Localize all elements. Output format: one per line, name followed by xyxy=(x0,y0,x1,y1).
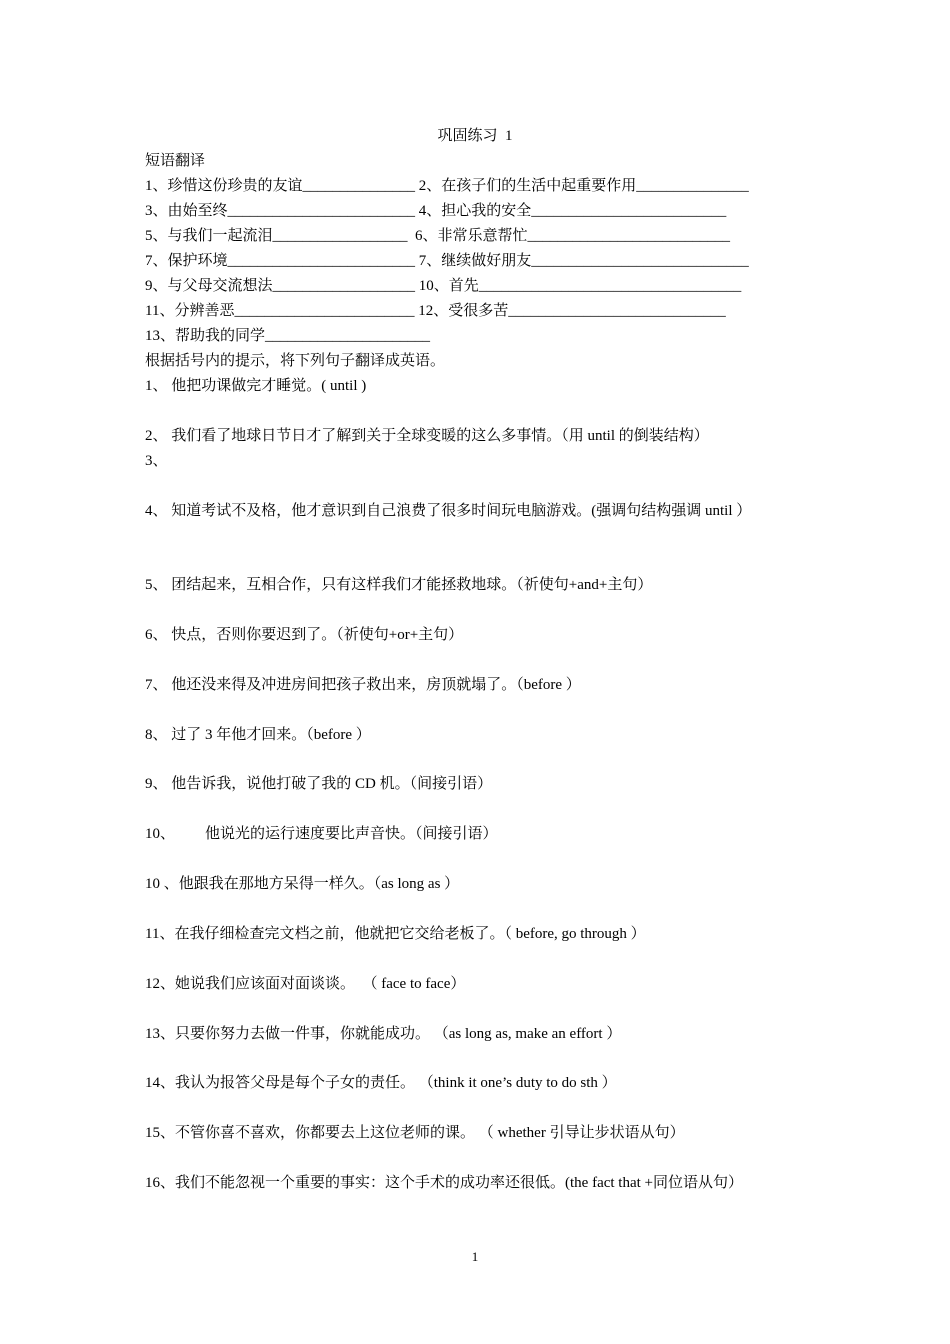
phrase-line: 13、帮助我的同学______________________ xyxy=(145,328,431,344)
sentence-item: 13、只要你努力去做一件事，你就能成功。 （as long as, make an effort ） xyxy=(145,1026,622,1042)
sentence-item: 7、 他还没来得及冲进房间把孩子救出来，房顶就塌了。（before ） xyxy=(145,677,581,693)
sentence-item: 10 、他跟我在那地方呆得一样久。（as long as ） xyxy=(145,876,460,892)
sentence-item: 9、 他告诉我，说他打破了我的 CD 机。（间接引语） xyxy=(145,776,493,792)
sentence-item: 16、我们不能忽视一个重要的事实：这个手术的成功率还很低。(the fact that +同位语从句） xyxy=(145,1175,744,1191)
page-number: 1 xyxy=(471,1249,479,1264)
page-title: 巩固练习 1 xyxy=(437,128,513,144)
sentence-item: 2、 我们看了地球日节日才了解到关于全球变暖的这么多事情。（用 until 的倒装结构） xyxy=(145,428,709,444)
sentence-item: 11、在我仔细检查完文档之前，他就把它交给老板了。（ before, go through ） xyxy=(145,926,646,942)
section-heading-sentences: 根据括号内的提示，将下列句子翻译成英语。 xyxy=(145,353,446,369)
sentence-item: 4、 知道考试不及格，他才意识到自己浪费了很多时间玩电脑游戏。(强调句结构强调 until ） xyxy=(145,503,752,519)
phrase-line: 7、保护环境_________________________ 7、继续做好朋友_____________________________ xyxy=(145,253,749,269)
sentence-item: 15、不管你喜不喜欢，你都要去上这位老师的课。 （ whether 引导让步状语从句） xyxy=(145,1125,685,1141)
sentence-item: 8、 过了 3 年他才回来。（before ） xyxy=(145,727,371,743)
phrase-line: 11、分辨善恶________________________ 12、受很多苦_____________________________ xyxy=(145,303,726,319)
sentence-item: 6、 快点，否则你要迟到了。（祈使句+or+主句） xyxy=(145,627,464,643)
sentence-item: 10、 他说光的运行速度要比声音快。（间接引语） xyxy=(145,826,498,842)
sentence-item: 1、 他把功课做完才睡觉。( until ) xyxy=(145,378,367,394)
section-heading-phrases: 短语翻译 xyxy=(145,153,206,169)
sentence-item: 14、我认为报答父母是每个子女的责任。 （think it one’s duty to do sth ） xyxy=(145,1075,617,1091)
sentence-item: 3、 xyxy=(145,453,168,469)
phrase-line: 3、由始至终_________________________ 4、担心我的安全__________________________ xyxy=(145,203,727,219)
sentence-item: 5、 团结起来，互相合作，只有这样我们才能拯救地球。（祈使句+and+主句） xyxy=(145,577,653,593)
sentence-item: 12、她说我们应该面对面谈谈。 （ face to face） xyxy=(145,976,466,992)
phrase-line: 5、与我们一起流泪__________________ 6、非常乐意帮忙___________________________ xyxy=(145,228,731,244)
phrase-line: 1、珍惜这份珍贵的友谊_______________ 2、在孩子们的生活中起重要作用_______________ xyxy=(145,178,749,194)
phrase-line: 9、与父母交流想法___________________ 10、首先___________________________________ xyxy=(145,278,742,294)
